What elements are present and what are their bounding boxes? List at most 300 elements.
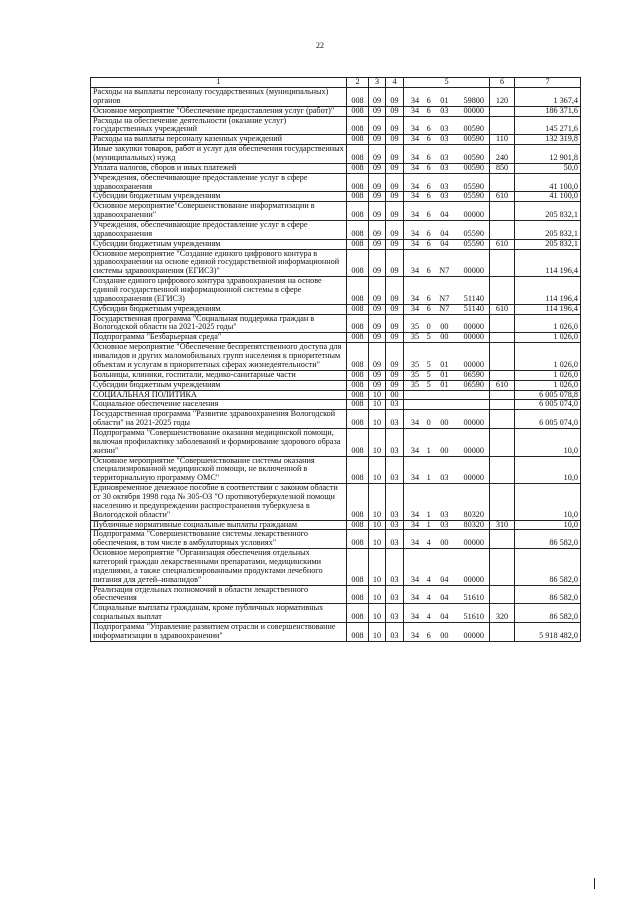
row-section-code: 10 xyxy=(369,530,386,549)
target-article-p1: 34 xyxy=(410,210,420,220)
target-article-p5: 00590 xyxy=(463,134,484,144)
row-name: Субсидии бюджетным учреждениям xyxy=(91,380,347,390)
row-name: Основное мероприятие "Обеспечение предоставления услуг (работ)" xyxy=(91,106,347,116)
target-article-p3: 00 xyxy=(440,445,449,455)
target-article-p2: 6 xyxy=(426,153,431,163)
target-article-p5: 05590 xyxy=(463,228,484,238)
target-article-parts xyxy=(406,323,487,332)
row-expense-type xyxy=(490,456,515,484)
target-article-parts xyxy=(406,164,487,173)
row-section-code: 09 xyxy=(369,277,386,305)
target-article-p2: 6 xyxy=(426,238,431,248)
row-target-article xyxy=(404,343,490,371)
row-ministry-code: 008 xyxy=(347,604,369,623)
row-amount: 41 100,0 xyxy=(515,192,581,202)
header-cell: 2 xyxy=(347,78,369,88)
table-row xyxy=(91,530,581,549)
row-amount: 10,0 xyxy=(515,428,581,456)
row-expense-type: 610 xyxy=(490,239,515,249)
row-expense-type xyxy=(490,314,515,333)
target-article-p1: 34 xyxy=(410,509,420,519)
row-name: Расходы на выплаты персоналу государственных (муниципальных) органов xyxy=(91,88,347,107)
row-amount: 1 026,0 xyxy=(515,314,581,333)
row-amount: 6 005 078,8 xyxy=(515,390,581,400)
target-article-p1: 35 xyxy=(410,379,420,389)
row-amount: 5 918 482,0 xyxy=(515,622,581,641)
table-row xyxy=(91,410,581,429)
target-article-p1: 35 xyxy=(410,322,420,332)
table-row xyxy=(91,622,581,641)
target-article-p3: 03 xyxy=(440,124,449,134)
target-article-p5: 00590 xyxy=(463,124,484,134)
target-article-p5: 00000 xyxy=(463,105,484,115)
table-row xyxy=(91,343,581,371)
row-subsection-code: 03 xyxy=(386,400,404,410)
target-article-p3: 03 xyxy=(440,153,449,163)
target-article-p3: 01 xyxy=(440,95,449,105)
row-ministry-code: 008 xyxy=(347,380,369,390)
row-name: Иные закупки товаров, работ и услуг для обеспечения государственных (муниципальных) нужд xyxy=(91,145,347,164)
row-name: Единовременное денежное пособие в соответствии с законом области от 30 октября 1998 года № 305-ОЗ "О противотуберкулезной помощи населению и предупреждении распространения туберкулеза в Вологодской области" xyxy=(91,484,347,520)
target-article-p1: 34 xyxy=(410,593,420,603)
row-name: Подпрограмма "Совершенствование оказания медицинской помощи, включая профилактику заболеваний и формирование здорового образа жизни" xyxy=(91,428,347,456)
target-article-parts xyxy=(406,381,487,390)
row-amount: 86 582,0 xyxy=(515,530,581,549)
target-article-p5: 00000 xyxy=(463,473,484,483)
target-article-p2: 0 xyxy=(426,322,431,332)
row-subsection-code: 09 xyxy=(386,343,404,371)
row-ministry-code: 008 xyxy=(347,221,369,240)
row-section-code: 09 xyxy=(369,163,386,173)
row-amount: 1 026,0 xyxy=(515,380,581,390)
target-article-p1: 34 xyxy=(410,95,420,105)
row-subsection-code: 03 xyxy=(386,604,404,623)
row-target-article xyxy=(404,135,490,145)
row-section-code: 09 xyxy=(369,145,386,164)
row-amount: 12 901,8 xyxy=(515,145,581,164)
target-article-p1: 34 xyxy=(410,228,420,238)
row-amount: 1 026,0 xyxy=(515,333,581,343)
row-expense-type xyxy=(490,343,515,371)
target-article-p3: 00 xyxy=(440,538,449,548)
table-row xyxy=(91,88,581,107)
row-ministry-code: 008 xyxy=(347,456,369,484)
target-article-p3: 01 xyxy=(440,379,449,389)
table-row xyxy=(91,380,581,390)
row-section-code: 10 xyxy=(369,585,386,604)
row-subsection-code: 03 xyxy=(386,530,404,549)
row-subsection-code: 09 xyxy=(386,202,404,221)
row-section-code: 09 xyxy=(369,314,386,333)
row-name: Расходы на выплаты персоналу казенных учреждений xyxy=(91,135,347,145)
target-article-parts xyxy=(406,361,487,370)
row-section-code: 10 xyxy=(369,484,386,520)
row-amount: 41 100,0 xyxy=(515,173,581,192)
target-article-p2: 1 xyxy=(426,445,431,455)
row-target-article xyxy=(404,145,490,164)
row-target-article xyxy=(404,390,490,400)
target-article-p5: 80320 xyxy=(463,519,484,529)
target-article-p3: 03 xyxy=(440,473,449,483)
target-article-parts xyxy=(406,230,487,239)
row-name: Уплата налогов, сборов и иных платежей xyxy=(91,163,347,173)
target-article-parts xyxy=(406,125,487,134)
target-article-p3: 03 xyxy=(440,519,449,529)
table-body xyxy=(91,88,581,642)
row-ministry-code: 008 xyxy=(347,314,369,333)
target-article-p1: 34 xyxy=(410,153,420,163)
row-ministry-code: 008 xyxy=(347,192,369,202)
target-article-p5: 00000 xyxy=(463,630,484,640)
row-target-article xyxy=(404,202,490,221)
target-article-p5: 51610 xyxy=(463,593,484,603)
row-subsection-code: 09 xyxy=(386,249,404,277)
row-section-code: 10 xyxy=(369,456,386,484)
row-subsection-code: 09 xyxy=(386,192,404,202)
row-section-code: 09 xyxy=(369,116,386,135)
row-subsection-code: 09 xyxy=(386,106,404,116)
row-expense-type xyxy=(490,116,515,135)
row-target-article xyxy=(404,604,490,623)
target-article-parts xyxy=(406,371,487,380)
target-article-p1: 34 xyxy=(410,124,420,134)
target-article-p2: 6 xyxy=(426,95,431,105)
row-name: Основное мероприятие "Обеспечение беспрепятственного доступа для инвалидов и других маломобильных групп населения к приоритетным объектам и услугам в приоритетных сферах жизнедеятельности" xyxy=(91,343,347,371)
row-subsection-code: 03 xyxy=(386,410,404,429)
row-name: Субсидии бюджетным учреждениям xyxy=(91,304,347,314)
target-article-p2: 6 xyxy=(426,191,431,201)
row-target-article xyxy=(404,249,490,277)
target-article-p2: 6 xyxy=(426,134,431,144)
row-name: Больницы, клиники, госпитали, медико-санитарные части xyxy=(91,370,347,380)
row-subsection-code: 03 xyxy=(386,484,404,520)
target-article-p3: 04 xyxy=(440,210,449,220)
target-article-parts xyxy=(406,295,487,304)
table-row xyxy=(91,163,581,173)
row-ministry-code: 008 xyxy=(347,520,369,530)
row-target-article xyxy=(404,410,490,429)
row-ministry-code: 008 xyxy=(347,400,369,410)
table-row xyxy=(91,202,581,221)
row-target-article xyxy=(404,400,490,410)
row-subsection-code: 03 xyxy=(386,428,404,456)
row-ministry-code: 008 xyxy=(347,390,369,400)
row-amount: 1 026,0 xyxy=(515,343,581,371)
row-section-code: 10 xyxy=(369,390,386,400)
target-article-parts xyxy=(406,474,487,483)
target-article-p1: 34 xyxy=(410,191,420,201)
row-name: Государственная программа "Развитие здравоохранения Вологодской области" на 2021-2025 годы xyxy=(91,410,347,429)
row-subsection-code: 09 xyxy=(386,221,404,240)
row-expense-type: 240 xyxy=(490,145,515,164)
row-amount: 10,0 xyxy=(515,456,581,484)
header-cell: 3 xyxy=(369,78,386,88)
row-section-code: 09 xyxy=(369,202,386,221)
table-header-row xyxy=(91,78,581,88)
row-subsection-code: 09 xyxy=(386,116,404,135)
target-article-p2: 6 xyxy=(426,228,431,238)
target-article-p5: 00000 xyxy=(463,210,484,220)
target-article-p2: 1 xyxy=(426,509,431,519)
table-row xyxy=(91,304,581,314)
table-row xyxy=(91,239,581,249)
row-amount: 114 196,4 xyxy=(515,304,581,314)
table-row xyxy=(91,173,581,192)
target-article-p5: 51140 xyxy=(463,293,484,303)
row-subsection-code: 09 xyxy=(386,163,404,173)
target-article-p5: 05590 xyxy=(463,181,484,191)
target-article-p3: 03 xyxy=(440,191,449,201)
row-section-code: 10 xyxy=(369,520,386,530)
table-row xyxy=(91,428,581,456)
table-row xyxy=(91,277,581,305)
row-amount: 86 582,0 xyxy=(515,549,581,585)
row-target-article xyxy=(404,314,490,333)
row-ministry-code: 008 xyxy=(347,333,369,343)
row-expense-type xyxy=(490,400,515,410)
target-article-p2: 6 xyxy=(426,293,431,303)
target-article-p2: 4 xyxy=(426,593,431,603)
row-name: Подпрограмма "Управление развитием отрасли и совершенствование информатизации в здравоохранении" xyxy=(91,622,347,641)
target-article-p3: 00 xyxy=(440,322,449,332)
target-article-p1: 35 xyxy=(410,359,420,369)
table-row xyxy=(91,145,581,164)
table-row xyxy=(91,221,581,240)
row-name: Социальное обеспечение населения xyxy=(91,400,347,410)
table-row xyxy=(91,585,581,604)
target-article-parts xyxy=(406,97,487,106)
row-amount: 6 005 074,0 xyxy=(515,400,581,410)
row-target-article xyxy=(404,520,490,530)
row-name: Основное мероприятие "Совершенствование системы оказания специализированной медицинской помощи, не включенной в территориальную программу ОМС" xyxy=(91,456,347,484)
target-article-parts xyxy=(406,419,487,428)
row-ministry-code: 008 xyxy=(347,116,369,135)
row-subsection-code: 09 xyxy=(386,314,404,333)
row-ministry-code: 008 xyxy=(347,173,369,192)
target-article-p5: 00000 xyxy=(463,359,484,369)
target-article-p5: 00000 xyxy=(463,322,484,332)
target-article-p1: 34 xyxy=(410,473,420,483)
row-amount: 132 319,8 xyxy=(515,135,581,145)
row-amount: 10,0 xyxy=(515,484,581,520)
row-name: Подпрограмма "Безбарьерная среда" xyxy=(91,333,347,343)
target-article-p2: 1 xyxy=(426,519,431,529)
row-expense-type: 320 xyxy=(490,604,515,623)
target-article-parts xyxy=(406,613,487,622)
target-article-p1: 34 xyxy=(410,418,420,428)
row-name: Реализация отдельных полномочий в области лекарственного обеспечения xyxy=(91,585,347,604)
target-article-parts xyxy=(406,135,487,144)
target-article-p5: 05590 xyxy=(463,191,484,201)
row-amount: 50,0 xyxy=(515,163,581,173)
target-article-parts xyxy=(406,632,487,641)
target-article-p2: 4 xyxy=(426,538,431,548)
target-article-p3: 00 xyxy=(440,418,449,428)
page-number: 22 xyxy=(316,41,324,50)
row-amount: 1 026,0 xyxy=(515,370,581,380)
target-article-p1: 34 xyxy=(410,162,420,172)
row-amount: 6 005 074,0 xyxy=(515,410,581,429)
row-section-code: 09 xyxy=(369,249,386,277)
target-article-p3: 03 xyxy=(440,105,449,115)
row-ministry-code: 008 xyxy=(347,530,369,549)
target-article-p1: 34 xyxy=(410,519,420,529)
row-expense-type xyxy=(490,277,515,305)
target-article-p1: 34 xyxy=(410,612,420,622)
header-cell: 5 xyxy=(404,78,490,88)
row-name: Основное мероприятие "Организация обеспечения отдельных категорий граждан лекарственными препаратами, медицинскими изделиями, а также специализированными продуктами лечебного питания для детей–инвалидов" xyxy=(91,549,347,585)
target-article-p5: 00000 xyxy=(463,266,484,276)
row-amount: 205 832,1 xyxy=(515,202,581,221)
row-target-article xyxy=(404,530,490,549)
target-article-p2: 6 xyxy=(426,266,431,276)
target-article-parts xyxy=(406,521,487,530)
row-subsection-code: 09 xyxy=(386,135,404,145)
row-ministry-code: 008 xyxy=(347,135,369,145)
row-target-article xyxy=(404,370,490,380)
row-ministry-code: 008 xyxy=(347,622,369,641)
row-subsection-code: 09 xyxy=(386,304,404,314)
target-article-p5: 51610 xyxy=(463,612,484,622)
text-cursor-mark xyxy=(594,878,595,889)
row-ministry-code: 008 xyxy=(347,585,369,604)
target-article-parts xyxy=(406,594,487,603)
row-name: Субсидии бюджетным учреждениям xyxy=(91,192,347,202)
target-article-p5: 06590 xyxy=(463,379,484,389)
target-article-p3: 04 xyxy=(440,574,449,584)
row-name: Субсидии бюджетным учреждениям xyxy=(91,239,347,249)
header-cell: 7 xyxy=(515,78,581,88)
target-article-p1: 34 xyxy=(410,134,420,144)
target-article-p2: 5 xyxy=(426,332,431,342)
row-expense-type xyxy=(490,333,515,343)
table-row xyxy=(91,314,581,333)
row-amount: 114 196,4 xyxy=(515,277,581,305)
target-article-p1: 34 xyxy=(410,266,420,276)
target-article-p5: 00000 xyxy=(463,418,484,428)
target-article-p1: 34 xyxy=(410,574,420,584)
target-article-p5: 00000 xyxy=(463,332,484,342)
target-article-p5: 51140 xyxy=(463,303,484,313)
target-article-p1: 34 xyxy=(410,181,420,191)
row-target-article xyxy=(404,428,490,456)
table-row xyxy=(91,249,581,277)
row-subsection-code: 03 xyxy=(386,549,404,585)
row-amount: 205 832,1 xyxy=(515,239,581,249)
target-article-p1: 34 xyxy=(410,105,420,115)
row-subsection-code: 03 xyxy=(386,622,404,641)
row-name: Подпрограмма "Совершенствование системы лекарственного обеспечения, в том числе в амбулаторных условиях" xyxy=(91,530,347,549)
target-article-parts xyxy=(406,305,487,314)
target-article-p1: 35 xyxy=(410,369,420,379)
row-target-article xyxy=(404,585,490,604)
row-section-code: 09 xyxy=(369,304,386,314)
row-expense-type xyxy=(490,202,515,221)
row-target-article xyxy=(404,549,490,585)
row-ministry-code: 008 xyxy=(347,239,369,249)
target-article-p1: 34 xyxy=(410,238,420,248)
row-expense-type xyxy=(490,549,515,585)
row-target-article xyxy=(404,304,490,314)
row-name: Создание единого цифрового контура здравоохранения на основе единой государственной информационной системы в сфере здравоохранения (ЕГИСЗ) xyxy=(91,277,347,305)
row-expense-type xyxy=(490,428,515,456)
target-article-p3: 04 xyxy=(440,228,449,238)
target-article-p3: 04 xyxy=(440,238,449,248)
target-article-parts xyxy=(406,240,487,249)
row-section-code: 10 xyxy=(369,410,386,429)
row-expense-type xyxy=(490,106,515,116)
row-expense-type: 850 xyxy=(490,163,515,173)
row-section-code: 09 xyxy=(369,221,386,240)
row-expense-type: 610 xyxy=(490,380,515,390)
target-article-p2: 0 xyxy=(426,418,431,428)
row-target-article xyxy=(404,106,490,116)
row-subsection-code: 03 xyxy=(386,456,404,484)
table-row xyxy=(91,370,581,380)
target-article-p5: 05590 xyxy=(463,238,484,248)
row-ministry-code: 008 xyxy=(347,202,369,221)
target-article-p5: 00000 xyxy=(463,445,484,455)
target-article-parts xyxy=(406,267,487,276)
row-subsection-code: 09 xyxy=(386,88,404,107)
target-article-p3: N7 xyxy=(439,266,450,276)
target-article-p1: 34 xyxy=(410,630,420,640)
row-subsection-code: 09 xyxy=(386,277,404,305)
target-article-p5: 00000 xyxy=(463,538,484,548)
row-subsection-code: 09 xyxy=(386,145,404,164)
row-subsection-code: 00 xyxy=(386,390,404,400)
row-target-article xyxy=(404,622,490,641)
header-cell: 6 xyxy=(490,78,515,88)
target-article-p2: 1 xyxy=(426,473,431,483)
target-article-parts xyxy=(406,211,487,220)
target-article-parts xyxy=(406,576,487,585)
row-target-article xyxy=(404,116,490,135)
row-ministry-code: 008 xyxy=(347,484,369,520)
target-article-p1: 34 xyxy=(410,445,420,455)
row-amount: 86 582,0 xyxy=(515,604,581,623)
row-expense-type xyxy=(490,173,515,192)
row-ministry-code: 008 xyxy=(347,88,369,107)
target-article-p2: 5 xyxy=(426,369,431,379)
row-ministry-code: 008 xyxy=(347,343,369,371)
row-section-code: 10 xyxy=(369,400,386,410)
row-ministry-code: 008 xyxy=(347,277,369,305)
target-article-parts xyxy=(406,154,487,163)
table-row xyxy=(91,456,581,484)
row-ministry-code: 008 xyxy=(347,163,369,173)
budget-table xyxy=(90,77,581,642)
row-expense-type xyxy=(490,530,515,549)
row-subsection-code: 03 xyxy=(386,520,404,530)
row-expense-type xyxy=(490,410,515,429)
target-article-p3: 04 xyxy=(440,612,449,622)
target-article-p3: 00 xyxy=(440,332,449,342)
row-section-code: 10 xyxy=(369,604,386,623)
row-expense-type xyxy=(490,249,515,277)
row-name: Социальные выплаты гражданам, кроме публичных нормативных социальных выплат xyxy=(91,604,347,623)
row-target-article xyxy=(404,380,490,390)
target-article-p5: 00000 xyxy=(463,574,484,584)
row-name: Учреждения, обеспечивающие предоставление услуг в сфере здравоохранения xyxy=(91,221,347,240)
row-amount: 10,0 xyxy=(515,520,581,530)
row-ministry-code: 008 xyxy=(347,106,369,116)
row-amount: 114 196,4 xyxy=(515,249,581,277)
target-article-p2: 4 xyxy=(426,574,431,584)
target-article-p5: 59800 xyxy=(463,95,484,105)
row-ministry-code: 008 xyxy=(347,304,369,314)
target-article-p3: 03 xyxy=(440,509,449,519)
